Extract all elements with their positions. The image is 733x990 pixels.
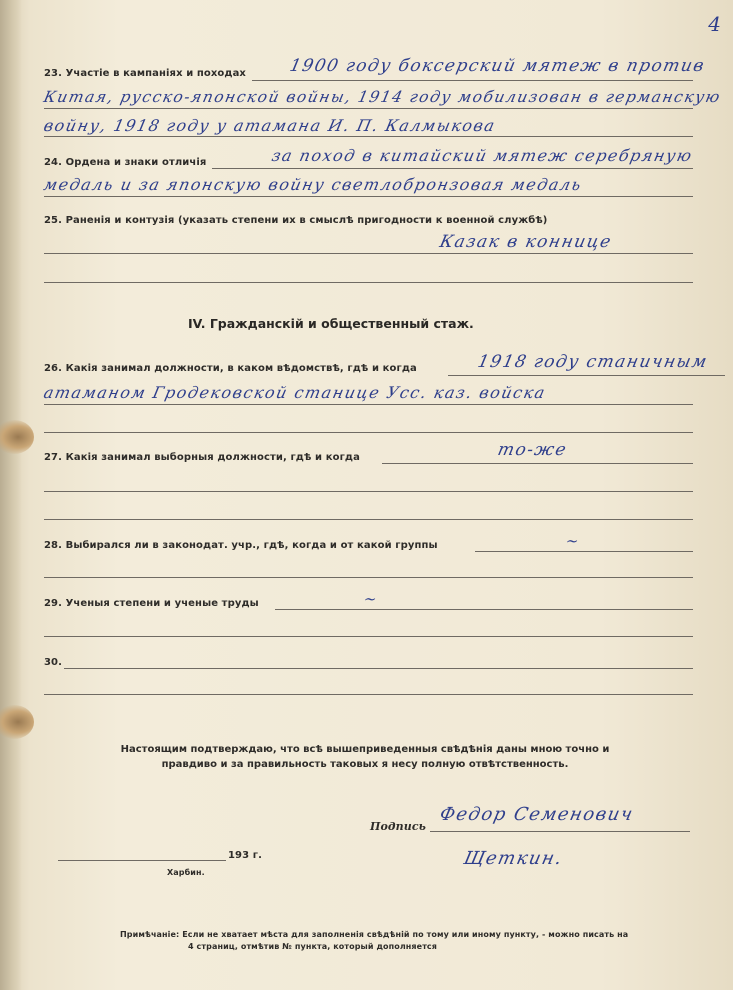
item-27-rule-2 <box>44 491 693 492</box>
item-28-label: 28. Выбирался ли в законодат. учр., гдѣ, когда и от какой группы <box>44 540 438 551</box>
item-23-answer-line-1: 1900 году боксерский мятеж в против <box>287 56 707 76</box>
item-27-answer: то-же <box>495 440 570 460</box>
item-27-rule-1 <box>382 463 693 464</box>
item-26-rule-3 <box>44 432 693 433</box>
item-24-label: 24. Ордена и знаки отличія <box>44 157 207 168</box>
item-26-label: 26. Какія занимал должности, в каком вѣдомствѣ, гдѣ и когда <box>44 363 417 374</box>
item-23-rule-3 <box>44 136 693 137</box>
date-rule <box>58 860 226 861</box>
item-25-rule-1 <box>44 253 693 254</box>
item-26-rule-1 <box>448 375 725 376</box>
item-29-rule-1 <box>275 609 693 610</box>
item-23-answer-line-2: Китая, русско-японской войны, 1914 году мобилизован в германскую <box>42 88 723 106</box>
item-26-rule-2 <box>44 404 693 405</box>
item-26-answer-line-2: атаманом Гродековской станице Усс. каз. войска <box>41 383 548 402</box>
section-title: IV. Гражданскій и общественный стаж. <box>188 316 474 331</box>
signature-line-2: Щеткин. <box>461 848 565 869</box>
item-30-rule-1 <box>64 668 693 669</box>
item-23-label: 23. Участіе в кампаніях и походах <box>44 68 246 79</box>
item-27-label: 27. Какія занимал выборныя должности, гдѣ и когда <box>44 452 360 463</box>
item-27-rule-3 <box>44 519 693 520</box>
item-28-rule-2 <box>44 577 693 578</box>
punch-hole-top <box>0 420 34 454</box>
item-26-answer-line-1: 1918 году станичным <box>475 352 710 372</box>
item-25-rule-2 <box>44 282 693 283</box>
item-25-label: 25. Раненія и контузія (указать степени их в смыслѣ пригодности к военной службѣ) <box>44 215 548 226</box>
signature-label: Подпись <box>370 820 427 833</box>
item-24-answer-line-1: за поход в китайский мятеж серебряную <box>269 146 695 165</box>
item-23-rule-2 <box>44 108 693 109</box>
item-24-rule-1 <box>212 168 693 169</box>
item-29-label: 29. Ученыя степени и ученые труды <box>44 598 259 609</box>
item-30-label: 30. <box>44 657 63 668</box>
date-year: 193 г. <box>228 850 262 861</box>
page-number: 4 <box>708 12 721 36</box>
city: Харбин. <box>167 868 205 877</box>
punch-hole-bottom <box>0 705 34 739</box>
item-25-answer: Казак в коннице <box>437 232 614 252</box>
item-29-answer: ~ <box>362 590 380 608</box>
item-28-rule-1 <box>475 551 693 552</box>
item-23-rule-1 <box>252 80 693 81</box>
item-30-rule-2 <box>44 694 693 695</box>
item-23-answer-line-3: войну, 1918 году у атамана И. П. Калмыкова <box>41 116 498 135</box>
page-binding-edge <box>0 0 22 990</box>
footnote-line-1: Примѣчаніе: Если не хватает мѣста для заполненія свѣдѣній по тому или иному пункту, - можно писать на <box>120 930 629 939</box>
confirmation-text: Настоящим подтверждаю, что всѣ вышеприведенныя свѣдѣнія даны мною точно и правдиво и за правильность таковых я несу полную отвѣтственность. <box>120 744 610 770</box>
signature-rule <box>430 831 690 832</box>
item-29-rule-2 <box>44 636 693 637</box>
item-24-rule-2 <box>44 196 693 197</box>
item-24-answer-line-2: медаль и за японскую войну светлобронзовая медаль <box>41 175 584 194</box>
signature-line-1: Федор Семенович <box>437 804 636 825</box>
item-28-answer: ~ <box>564 532 582 550</box>
footnote-line-2: 4 страниц, отмѣтив № пункта, который дополняется <box>188 942 438 951</box>
